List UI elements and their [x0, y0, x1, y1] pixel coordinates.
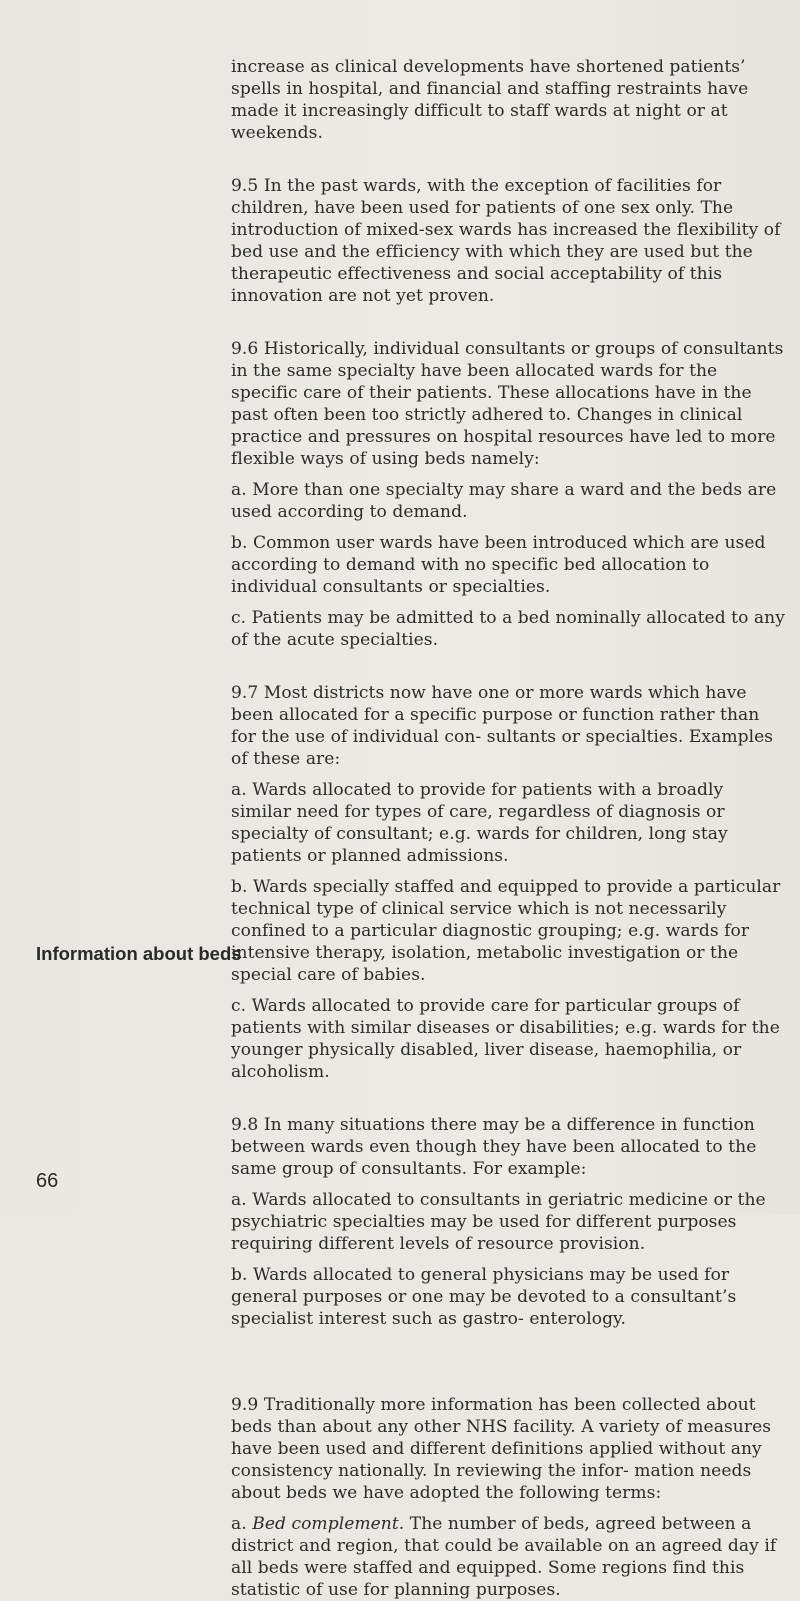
list-item-9-7-b: b. Wards specially staffed and equipped to provide a particular technical type of clinical service which is not necessarily confined to a particular diagnostic grouping; e.g. wards for intensive therapy, isolation, metabolic investigation or the special care of babies.: [231, 877, 781, 985]
list-item-9-7-a: a. Wards allocated to provide for patients with a broadly similar need for types of care, regardless of diagnosis or specialty of consultant; e.g. wards for children, long stay patients or planned admissions.: [231, 780, 728, 866]
list-item-9-6-a: a. More than one specialty may share a ward and the beds are used according to demand.: [231, 480, 777, 522]
paragraph-9-6: 9.6 Historically, individual consultants or groups of consultants in the same specialty have been allocated wards for the specific care of their patients. These allocations have in the past often been too strictly adhered to. Changes in clinical practice and pressures on hospital resources have led to more flexible ways of using beds namely:: [231, 339, 784, 469]
definition-start: . The number of beds, agreed between a district and region,: [231, 1514, 752, 1556]
body-text: [231, 56, 787, 1601]
margin-column: [0, 0, 242, 1215]
list-item-9-7-c: c. Wards allocated to provide care for particular groups of patients with similar diseases or disabilities; e.g. wards for the younger physically disabled, liver disease, haemophilia, or alcoholism.: [231, 996, 780, 1082]
term-bed-complement: Bed complement: [252, 1514, 399, 1534]
list-item-9-6-b: b. Common user wards have been introduced which are used according to demand with no specific bed allocation to individual consultants or specialties.: [231, 533, 766, 597]
list-marker: a.: [231, 1514, 253, 1534]
paragraph-9-9: 9.9 Traditionally more information has been collected about beds than about any other NHS facility. A variety of measures have been used and different definitions applied without any consistency nationally. In reviewing the infor- mation needs about beds we have adopted the following terms:: [231, 1395, 772, 1503]
list-item-9-8-a: a. Wards allocated to consultants in geriatric medicine or the psychiatric specialties may be used for different purposes requiring different levels of resource provision.: [231, 1190, 766, 1254]
list-item-9-9-a: [231, 1513, 787, 1601]
section-heading: Information about beds: [36, 943, 242, 964]
paragraph-continuation: increase as clinical developments have shortened patients’ spells in hospital, and financial and staffing restraints have made it increasingly difficult to staff wards at night or at weekends.: [231, 57, 749, 143]
paragraph-9-7: 9.7 Most districts now have one or more wards which have been allocated for a specific purpose or function rather than for the use of individual con- sultants or specialties. Examples of these are:: [231, 683, 774, 769]
definition-rest: that could be available on an agreed day if all beds were staffed and equipped. Some regions find this statistic of use for planning purposes.: [231, 1536, 777, 1600]
paragraph-9-8: 9.8 In many situations there may be a difference in function between wards even though they have been allocated to the same group of consultants. For example:: [231, 1115, 757, 1179]
paragraph-9-5: 9.5 In the past wards, with the exception of facilities for children, have been used for patients of one sex only. The introduction of mixed-sex wards has increased the flexibility of bed use and the efficiency with which they are used but the therapeutic effectiveness and social acceptability of this innovation are not yet proven.: [231, 176, 781, 306]
list-item-9-6-c: c. Patients may be admitted to a bed nominally allocated to any of the acute specialties.: [231, 608, 785, 650]
list-item-9-8-b: b. Wards allocated to general physicians may be used for general purposes or one may be devoted to a consultant’s specialist interest such as gastro- enterology.: [231, 1265, 737, 1329]
page-number: 66: [36, 1170, 59, 1192]
